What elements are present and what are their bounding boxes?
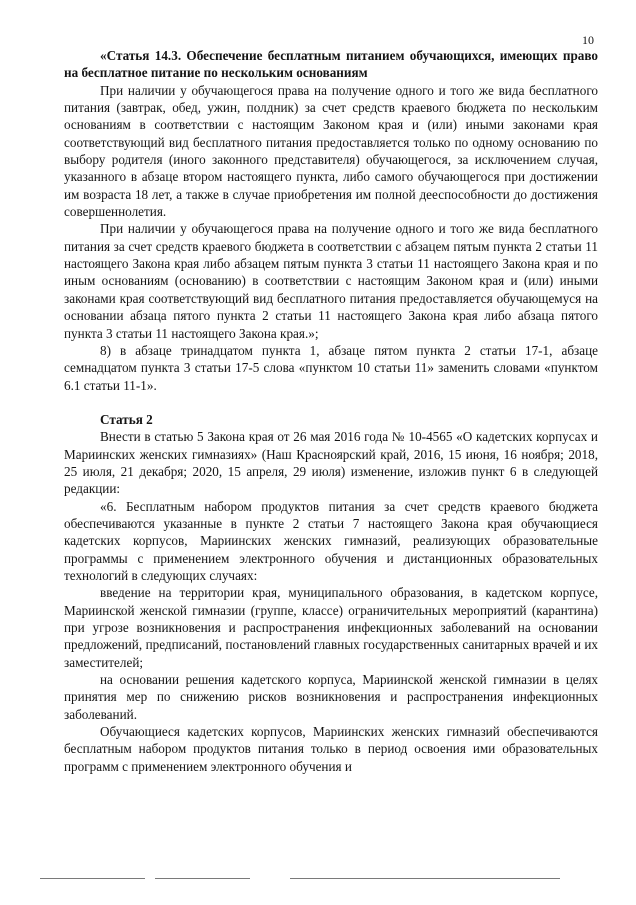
- article-2-paragraph-1: Внести в статью 5 Закона края от 26 мая 2016 года № 10-4565 «О кадетских корпусах и Мариинских женских гимназиях» (Наш Красноярский край, 2016, 15 июня, 16 ноября; 2018, 25 июля, 21 декабря; 2020, 15 апреля, 29 июля) изменение, изложив пункт 6 в следующей редакции:: [64, 429, 598, 497]
- amendment-item-8: 8) в абзаце тринадцатом пункта 1, абзаце пятом пункта 2 статьи 17-1, абзаце семнадцатом пункта 3 статьи 17-5 слова «пунктом 10 статьи 11» заменить словами «пунктом 6.1 статьи 11-1».: [64, 342, 598, 393]
- footer-rule-right: [290, 878, 560, 879]
- article-14-3-paragraph-1: При наличии у обучающегося права на получение одного и того же вида бесплатного питания (завтрак, обед, ужин, полдник) за счет средств краевого бюджета по нескольким основаниям в соответствии с настоящим Законом края и (или) иными законами края соответствующий вид бесплатного питания предоставляется только по одному основанию по выбору родителя (иного законного представителя) обучающегося, за исключением случая, указанного в абзаце втором настоящего пункта, либо самого обучающегося при достижении им возраста 18 лет, а также в случае приобретения им полной дееспособности до достижения совершеннолетия.: [64, 82, 598, 220]
- section-spacer: [64, 394, 598, 411]
- footer-rule-left: [40, 878, 145, 879]
- article-14-3-paragraph-2: При наличии у обучающегося права на получение одного и того же вида бесплатного питания за счет средств краевого бюджета в соответствии с абзацем пятым пункта 2 статьи 11 настоящего Закона края либо абзацем пятым пункта 3 статьи 11 настоящего Закона края и по иным основаниям (основанию) в соответствии с настоящим Законом края и (или) иными законами края соответствующий вид бесплатного питания предоставляется обучающемуся на основании абзаца пятого пункта 2 статьи 11 настоящего Закона края либо абзаца пятого пункта 3 статьи 11 настоящего Закона края.»;: [64, 221, 598, 341]
- article-2-heading: Статья 2: [100, 411, 153, 427]
- article-2-paragraph-5: Обучающиеся кадетских корпусов, Мариинских женских гимназий обеспечиваются бесплатным набором продуктов питания только в период освоения ими образовательных программ с применением электронного обучения и: [64, 724, 598, 774]
- page-number: 10: [582, 33, 594, 47]
- footer-rule-middle: [155, 878, 250, 879]
- article-2-paragraph-3: введение на территории края, муниципального образования, в кадетском корпусе, Мариинской женской гимназии (группе, классе) ограничительных мероприятий (карантина) при угрозе возникновения и распространения инфекционных заболеваний на основании предложений, предписаний, постановлений главных государственных санитарных врачей и их заместителей;: [64, 585, 598, 670]
- document-body: [64, 47, 598, 775]
- article-2-paragraph-2: «6. Бесплатным набором продуктов питания за счет средств краевого бюджета обеспечиваются указанные в пункте 2 статьи 7 настоящего Закона края обучающиеся кадетских корпусов, Мариинских женских гимназий, реализующих образовательные программы с применением электронного обучения и дистанционных образовательных технологий в следующих случаях:: [64, 498, 598, 583]
- article-14-3-heading: «Статья 14.3. Обеспечение бесплатным питанием обучающихся, имеющих право на бесплатное питание по нескольким основаниям: [64, 48, 598, 81]
- article-2-paragraph-4: на основании решения кадетского корпуса, Мариинской женской гимназии в целях принятия мер по снижению рисков возникновения и распространения инфекционных заболеваний.: [64, 672, 598, 722]
